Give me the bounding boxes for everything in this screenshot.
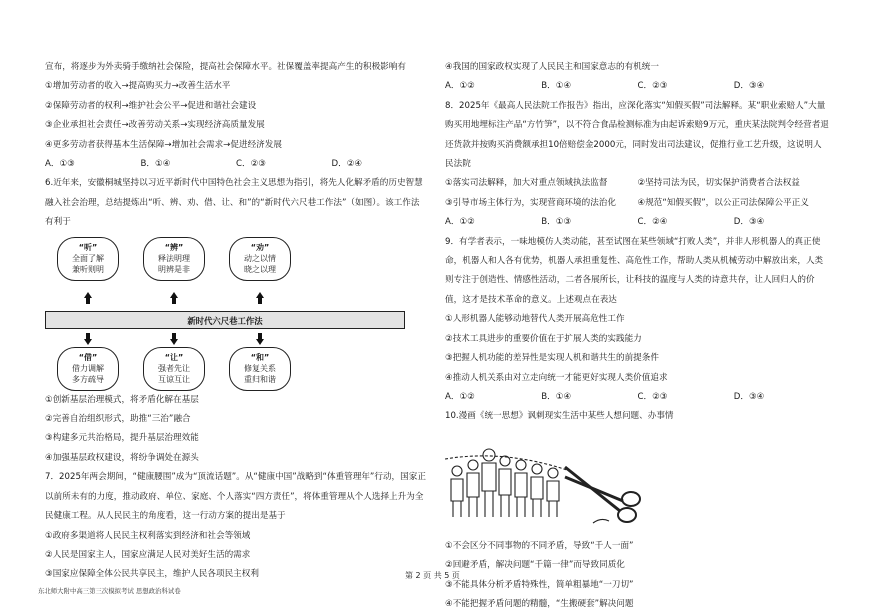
cartoon-illustration xyxy=(445,431,645,535)
bubble-yield: “让” 强者先让 互谅互让 xyxy=(143,347,205,391)
q5-options xyxy=(45,155,427,174)
q10-choice-3: ③不能具体分析矛盾特殊性，简单粗暴地“一刀切” xyxy=(445,579,634,590)
option-b: B．①④ xyxy=(140,159,171,170)
six-chi-lane-diagram xyxy=(45,237,427,389)
arrow-down-icon xyxy=(256,333,264,345)
q9-choice-1: ①人形机器人能够动地替代人类开展高危性工作 xyxy=(445,314,625,325)
option-d: D．③④ xyxy=(733,81,765,92)
q10-stem: 10.漫画《统一思想》讽刺现实生活中某些人想问题、办事情 xyxy=(445,411,674,422)
page-number: 第 2 页 共 5 页 xyxy=(405,571,460,580)
bubble-persuade: “劝” 动之以情 晓之以理 xyxy=(229,237,291,281)
q8-options xyxy=(445,213,830,232)
option-c: C．②③ xyxy=(637,391,668,402)
bubble-borrow: “借” 借力调解 多方疏导 xyxy=(57,347,119,391)
q9-choice-4: ④推动人机关系由对立走向统一才能更好实现人类价值追求 xyxy=(445,372,668,383)
bubble-listen: “听” 全面了解 兼听则明 xyxy=(57,237,119,281)
q5-stem-tail: 宣布，将逐步为外卖骑手缴纳社会保险，提高社会保障水平。社保覆盖率提高产生的积极影响有 xyxy=(45,62,406,72)
q5-choice-4: ④更多劳动者获得基本生活保障→增加社会需求→促进经济发展 xyxy=(45,139,282,150)
option-a: A．①③ xyxy=(45,159,75,170)
exam-footer: 东北师大附中高三第三次模拟考试 思想政治科试卷 xyxy=(38,587,181,595)
q10-choice-1: ①不会区分不同事物的不同矛盾，导致“千人一面” xyxy=(445,540,634,551)
arrow-down-icon xyxy=(84,333,92,345)
option-d: D．③④ xyxy=(733,391,765,402)
q8-choice-1: ①落实司法解释，加大对重点领域执法监督 xyxy=(445,178,608,189)
q9-choice-2: ②技术工具进步的重要价值在于扩展人类的实践能力 xyxy=(445,333,642,344)
q8-choice-2: ②坚持司法为民，切实保护消费者合法权益 xyxy=(637,178,800,189)
q8-choice-4: ④规范“知假买假”，以公正司法保障公平正义 xyxy=(637,197,809,208)
arrow-down-icon xyxy=(170,333,178,345)
arrow-up-icon xyxy=(170,292,178,304)
q5-choice-1: ①增加劳动者的收入→提高购买力→改善生活水平 xyxy=(45,81,231,92)
q7-choice-4: ④我国的国家政权实现了人民民主和国家意志的有机统一 xyxy=(445,62,659,72)
arrow-up-icon xyxy=(84,292,92,304)
q8-choices-row-1 xyxy=(445,174,830,193)
q5-choice-2: ②保障劳动者的权利→维护社会公平→促进和谐社会建设 xyxy=(45,100,257,111)
option-c: C．②③ xyxy=(637,81,668,92)
q7-choice-3: ③国家应保障全体公民共享民主，维护人民各项民主权利 xyxy=(45,569,259,580)
option-d: D．②④ xyxy=(331,159,363,170)
option-a: A．①② xyxy=(445,391,475,402)
option-b: B．①③ xyxy=(541,217,572,228)
option-a: A．①② xyxy=(445,81,475,92)
q9-choice-3: ③把握人机功能的差异性是实现人机和谐共生的前提条件 xyxy=(445,353,659,364)
q7-options xyxy=(445,77,830,96)
option-a: A．①② xyxy=(445,217,475,228)
q6-stem: 6.近年来，安徽桐城坚持以习近平新时代中国特色社会主义思想为指引，将先人化解矛盾的历史智慧融入社会治理，总结提炼出“听、辨、劝、借、让、和”的“新时代六尺巷工作法”（如图）。该工作法有利于 xyxy=(45,178,423,228)
q9-options xyxy=(445,388,830,407)
q7-choice-2: ②人民是国家主人，国家应满足人民对美好生活的需求 xyxy=(45,549,251,560)
q8-choices-row-2 xyxy=(445,194,830,213)
option-c: C．②④ xyxy=(637,217,668,228)
q7-stem: 7．2025年两会期间，“健康腰围”成为“顶流话题”。从“健康中国”战略到“体重管理年”行动，国家正以前所未有的力度，推动政府、单位、家庭、个人落实“四方责任”，将体重管理从个人选择上升为全民健康工程。从人民民主的角度看，这一行动方案的提出是基于 xyxy=(45,472,426,522)
q8-stem: 8．2025年《最高人民法院工作报告》指出，应深化落实“知假买假”司法解释。某“职业索赔人”大量购买用地埋标注产品“方竹笋”，以不符合食品检测标准为由起诉索赔9万元，重庆某法院判令经营者退还货款并按购买消费额承担10倍赔偿金2000元，同时发出司法建议，促推行业工艺升级，这说明人民法院 xyxy=(445,100,829,170)
option-b: B．①④ xyxy=(541,81,572,92)
q8-choice-3: ③引导市场主体行为，实现营商环境的法治化 xyxy=(445,197,616,208)
q9-stem: 9．有学者表示，一味地模仿人类动能，甚至试图在某些领域“打败人类”，并非人形机器人的真正使命，机器人和人各有优势，机器人承担重复性、高危性工作，帮助人类从机械劳动中解放出来，人类则专注于创造性、情感性活动，二者各展所长，让科技的温度与人类的诗意共存，让人回归人的价值，这才是技术革命的意义。上述观点在表达 xyxy=(445,236,824,305)
q6-choice-4: ④加强基层政权建设，将纷争调处在源头 xyxy=(45,452,199,463)
q5-choice-3: ③企业承担社会责任→改善劳动关系→实现经济高质量发展 xyxy=(45,120,265,131)
option-b: B．①④ xyxy=(541,391,572,402)
cartoon-scissors-crowd-image xyxy=(445,431,645,535)
q6-choice-3: ③构建多元共治格局，提升基层治理效能 xyxy=(45,433,199,444)
right-column xyxy=(445,58,830,614)
q10-choice-2: ②回避矛盾，解决问题“千篇一律”而导致同质化 xyxy=(445,560,625,571)
option-d: D．③④ xyxy=(733,217,765,228)
q10-choice-4: ④不能把握矛盾问题的精髓，“生搬硬套”解决问题 xyxy=(445,598,634,609)
bubble-distinguish: “辨” 释法明理 明辨是非 xyxy=(143,237,205,281)
method-title-bar: 新时代六尺巷工作法 xyxy=(45,311,405,329)
left-column xyxy=(45,58,427,585)
arrow-up-icon xyxy=(256,292,264,304)
bubble-harmony: “和” 修复关系 重归和谐 xyxy=(229,347,291,391)
q7-choice-1: ①政府多渠道将人民民主权利落实到经济和社会等领域 xyxy=(45,530,251,541)
q6-choice-2: ②完善自治组织形式，助推“三治”融合 xyxy=(45,414,191,425)
option-c: C．②③ xyxy=(236,159,267,170)
q6-choice-1: ①创新基层治理模式，将矛盾化解在基层 xyxy=(45,394,199,405)
